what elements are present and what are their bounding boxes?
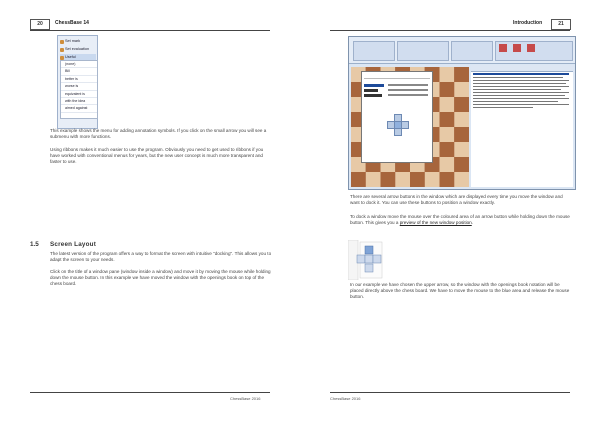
submenu-item-better[interactable]: better is	[61, 76, 97, 83]
chessbase-screenshot	[348, 36, 576, 190]
chess-board	[351, 67, 469, 187]
board-square	[381, 172, 396, 187]
menu-item-set-evaluation[interactable]: Set evaluation	[60, 46, 96, 53]
useful-icon	[60, 56, 64, 60]
board-square	[440, 112, 455, 127]
board-square	[351, 172, 366, 187]
board-square	[366, 172, 381, 187]
board-square	[454, 127, 469, 142]
page-number: 21	[551, 19, 571, 30]
paragraph: This example shows the menu for adding annotation symbols. If you click on the small arrow you will see a submenu with more functions.	[50, 128, 267, 139]
board-square	[440, 157, 455, 172]
submenu-item-with-idea[interactable]: with the idea	[61, 98, 97, 105]
footer-rule	[30, 392, 270, 393]
set-mark-icon	[60, 40, 64, 44]
paragraph: In our example we have chosen the upper arrow, so the window with the openings book notation will be placed directly above the chess board. We have to move the mouse to the blue area and release the mouse button.	[350, 282, 570, 299]
footer-rule	[330, 392, 570, 393]
ribbon-toolbar	[349, 37, 575, 64]
board-square	[395, 172, 410, 187]
section-number: 1.5	[30, 241, 39, 248]
board-square	[440, 142, 455, 157]
board-square	[454, 142, 469, 157]
board-square	[454, 172, 469, 187]
dock-arrow-right[interactable]	[401, 121, 409, 129]
paragraph: There are several arrow buttons in the window which are displayed every time you move the window and want to dock it. You can use these buttons to position a window exactly.	[350, 194, 563, 205]
board-square	[410, 172, 425, 187]
board-square	[440, 127, 455, 142]
preview-link[interactable]: preview of the new window position	[399, 220, 472, 225]
paragraph: Click on the title of a window pane (window inside a window) and move it by moving the mouse while holding down the mouse button. In this example we have moved the window with the openings book on top of the chess board.	[50, 269, 271, 286]
footer-text: ChessBase 2016	[330, 396, 361, 401]
section-title: Screen Layout	[50, 241, 96, 248]
dock-arrows-figure	[348, 240, 396, 280]
submenu-item-none[interactable]: (none)	[61, 61, 97, 68]
set-evaluation-icon	[60, 48, 64, 52]
header-title: Introduction	[513, 20, 543, 26]
board-square	[440, 82, 455, 97]
header-title: ChessBase 14	[55, 20, 89, 26]
openings-book-pane	[361, 71, 433, 163]
page-number: 20	[30, 19, 50, 30]
board-square	[440, 172, 455, 187]
menu-item-useful[interactable]: Useful	[60, 54, 96, 61]
board-square	[440, 97, 455, 112]
menu-item-set-mark[interactable]: Set mark	[60, 38, 96, 45]
board-square	[454, 97, 469, 112]
submenu-item-equivalent[interactable]: equivalent is	[61, 91, 97, 98]
submenu-item-aimed-against[interactable]: aimed against	[61, 105, 97, 112]
board-square	[454, 112, 469, 127]
dock-arrows-screenshot	[348, 240, 396, 280]
paragraph: To dock a window move the mouse over the coloured area of an arrow button while holding down the mouse button. This gives you a preview of the new window position.	[350, 214, 570, 225]
submenu-item-worse[interactable]: worse is	[61, 83, 97, 90]
notation-pane	[471, 65, 573, 187]
footer-text: ChessBase 2016	[230, 396, 261, 401]
header-rule	[330, 30, 570, 31]
board-square	[440, 67, 455, 82]
annotation-submenu	[60, 60, 98, 119]
paragraph: The latest version of the program offers a way to format the screen with intuitive "docking". This allows you to adapt the screen to your needs.	[50, 251, 272, 262]
dock-arrow-down[interactable]	[394, 128, 402, 136]
board-square	[454, 157, 469, 172]
board-square	[425, 172, 440, 187]
board-square	[454, 67, 469, 82]
board-square	[454, 82, 469, 97]
submenu-item-bill[interactable]: Bill	[61, 68, 97, 75]
header-rule	[30, 30, 270, 31]
paragraph: Using ribbons makes it much easier to use the program. Obviously you need to get used to ribbons if you have worked with conventional menus for years, but the new user concept is much more transparent and faster to use.	[50, 147, 264, 164]
